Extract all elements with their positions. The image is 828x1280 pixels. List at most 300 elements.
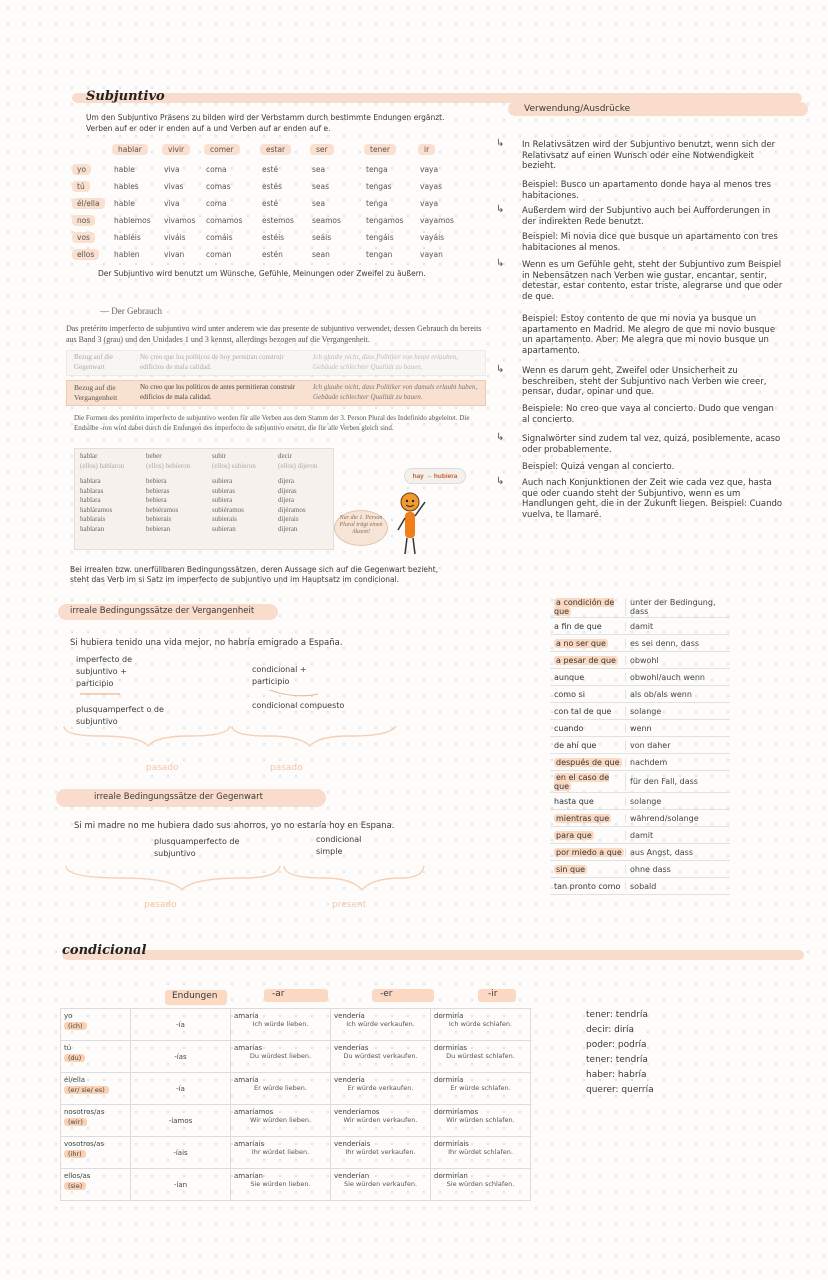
- condicional-form: amaríais: [234, 1140, 265, 1148]
- irregular-verb: poder: podría: [586, 1040, 647, 1050]
- subjuntivo-intro-2: Verben auf er oder ir enden auf a und Verben auf ar enden auf e.: [86, 124, 331, 133]
- verb-form: vaya: [420, 199, 439, 208]
- condicional-form-cell: [231, 1137, 331, 1169]
- expression-de: ohne dass: [630, 864, 671, 874]
- condicional-ending: -íamos: [131, 1105, 231, 1137]
- imperfecto-column: [80, 452, 142, 534]
- verb-form: viva: [164, 165, 180, 174]
- condicional-person: [61, 1137, 131, 1169]
- condicional-translation: Wir würden verkaufen.: [343, 1116, 418, 1124]
- verwendung-item: Signalwörter sind zudem tal vez, quizá, posiblemente, acaso oder probablemente.: [522, 434, 781, 455]
- condicional-form-cell: [431, 1041, 531, 1073]
- condicional-form: amaríamos: [234, 1108, 274, 1116]
- imperfecto-stem: (ellos) subieron: [212, 461, 256, 470]
- verb-form: hable: [114, 199, 135, 208]
- subjuntivo-title: Subjuntivo: [86, 89, 165, 104]
- expression-row: [550, 635, 730, 652]
- cond-header-er: -er: [380, 989, 393, 999]
- condicional-form: dormirías: [434, 1044, 468, 1052]
- imperfecto-form: dijera: [278, 477, 294, 485]
- condicional-form-cell: [231, 1041, 331, 1073]
- condicional-form-cell: [331, 1073, 431, 1105]
- pronoun-label: él/ella: [72, 198, 105, 209]
- verb-form: tengáis: [366, 233, 394, 242]
- condicional-translation: Du würdest schlafen.: [446, 1052, 515, 1060]
- verb-form: viváis: [164, 233, 186, 242]
- expression-es-text: después de que: [556, 757, 620, 767]
- expression-es: [550, 882, 626, 891]
- verb-form: vayamos: [420, 216, 454, 225]
- pronoun-label: nos: [72, 215, 95, 226]
- irreal-present-note-2: condicional simple: [316, 835, 362, 856]
- expression-row: [550, 596, 730, 618]
- condicional-form: venderíamos: [334, 1108, 380, 1116]
- gebrauch-row2-de: Ich glaube nicht, dass Politiker von damals erlaubt haben, Gebäude schlechter Qualität zu bauen.: [313, 383, 478, 401]
- condicional-ending: -ía: [131, 1009, 231, 1041]
- imperfecto-form: hablaran: [80, 524, 105, 533]
- imperfecto-form: dijéramos: [278, 505, 306, 514]
- expression-es: [550, 831, 626, 840]
- condicional-translation: Sie würden schlafen.: [446, 1180, 515, 1188]
- imperfecto-column: [278, 452, 340, 534]
- irreal-present-label-1: pasado: [144, 900, 177, 910]
- condicional-person-tag: (wir): [64, 1118, 87, 1126]
- verb-form: vivas: [164, 182, 184, 191]
- imperfecto-form: subieran: [212, 524, 236, 533]
- irregular-verb: haber: habría: [586, 1070, 647, 1080]
- gebrauch-paragraph-2: Die Formen des pretérito imperfecto de subjuntivo werden für alle Verben aus dem Stamm der 3. Person Plural des Indefinido abgeleitet. Die Endsilbe -ron wird dabei durch die Endungen des imperfecto de subjuntivo ersetzt, die für alle Verben gleich sind.: [74, 414, 470, 432]
- condicional-form: dormiríamos: [434, 1108, 479, 1116]
- expression-row: [550, 771, 730, 793]
- expression-row: [550, 669, 730, 686]
- irreal-past-braces: [60, 690, 440, 750]
- arrow-icon: ↳: [496, 258, 505, 269]
- expression-es: [550, 758, 626, 767]
- expression-es: [550, 773, 626, 791]
- verb-form: estemos: [262, 216, 294, 225]
- condicional-row: [61, 1137, 531, 1169]
- condicional-row: [61, 1073, 531, 1105]
- imperfecto-infinitive: decir: [278, 452, 292, 460]
- condicional-translation: Er würde schlafen.: [450, 1084, 511, 1092]
- imperfecto-column: [146, 452, 208, 534]
- arrow-icon: ↳: [496, 432, 505, 443]
- verwendung-item: Außerdem wird der Subjuntivo auch bei Aufforderungen in der indirekten Rede benutzt.: [522, 206, 771, 227]
- pronoun-label: tú: [72, 181, 90, 192]
- verb-form: vayan: [420, 250, 443, 259]
- verb-form: esté: [262, 165, 279, 174]
- condicional-translation: Sie würden verkaufen.: [343, 1180, 418, 1188]
- condicional-person: [61, 1073, 131, 1105]
- condicional-form: venderías: [334, 1044, 369, 1052]
- condicional-form-cell: [431, 1073, 531, 1105]
- verwendung-item: Wenn es darum geht, Zweifel oder Unsicherheit zu beschreiben, steht der Subjuntivo nach Verben wie creer, pensar, dudar, opinar und que.: [522, 366, 767, 398]
- irregular-verb: querer: querría: [586, 1085, 654, 1095]
- expression-es-text: con tal de que: [554, 706, 612, 716]
- gebrauch-row2-es: No creo que los políticos de antes permitieran construir edificios de mala calidad.: [140, 383, 296, 401]
- expression-es: [550, 865, 626, 874]
- verb-header: hablar: [112, 144, 148, 155]
- condicional-form-cell: [331, 1009, 431, 1041]
- irreal-past-note-3: condicional + participio: [252, 665, 307, 686]
- condicional-form-cell: [231, 1073, 331, 1105]
- verwendung-item: Beispiel: Busco un apartamento donde haya al menos tres habitaciones.: [522, 180, 772, 201]
- verwendung-item: Beispiel: Estoy contento de que mi novia ya busque un apartamento en Madrid. Me alegro de que mi novio busque un apartamento. Aber: Me alegra que mi novio busque un apartamento.: [522, 314, 776, 356]
- irreal-past-label-1: pasado: [146, 763, 179, 773]
- gebrauch-row1-de: Ich glaube nicht, dass Politiker von heute erlauben, Gebäude schlechter Qualität zu bauen.: [313, 353, 458, 371]
- irreal-past-sentence: Si hubiera tenido una vida mejor, no habría emigrado a España.: [70, 638, 343, 648]
- verwendung-item: Beispiel: Mi novia dice que busque un apartamento con tres habitaciones al menos.: [522, 232, 778, 253]
- condicional-title-bar: [62, 950, 804, 960]
- expression-row: [550, 793, 730, 810]
- condicional-table: [60, 1008, 531, 1201]
- gebrauch-row1-label: Bezug auf die Gegenwart: [74, 353, 113, 371]
- condicional-translation: Sie würden lieben.: [250, 1180, 311, 1188]
- condicional-form: dormirían: [434, 1172, 468, 1180]
- expression-row: [550, 844, 730, 861]
- irregular-verb: tener: tendría: [586, 1055, 648, 1065]
- irreal-past-label-2: pasado: [270, 763, 303, 773]
- expression-es: [550, 848, 626, 857]
- irreal-present-label-2: present: [332, 900, 367, 910]
- pronoun-label: vos: [72, 232, 95, 243]
- expression-es-text: de ahí que: [554, 740, 597, 750]
- imperfecto-form: subiera: [212, 496, 233, 504]
- imperfecto-stem: (ellos) bebieron: [146, 461, 191, 470]
- verb-form: coman: [206, 250, 232, 259]
- verb-form: hables: [114, 182, 139, 191]
- imperfecto-form: bebiéramos: [146, 505, 179, 514]
- expression-row: [550, 703, 730, 720]
- condicional-translation: Ich würde schlafen.: [448, 1020, 513, 1028]
- condicional-form-cell: [231, 1105, 331, 1137]
- irregular-verb: decir: diría: [586, 1025, 635, 1035]
- irreal-present-title: irreale Bedingungssätze der Gegenwart: [94, 792, 263, 802]
- verb-form: sea: [312, 199, 326, 208]
- condicional-person: [61, 1105, 131, 1137]
- condicional-person-tag: (du): [64, 1054, 85, 1062]
- imperfecto-form: hablara: [80, 496, 101, 504]
- condicional-form: dormiríais: [434, 1140, 469, 1148]
- condicional-pronoun: yo: [64, 1012, 73, 1020]
- condicional-form: venderían: [334, 1172, 370, 1180]
- condicional-form-cell: [231, 1169, 331, 1201]
- condicional-form: amaría: [234, 1012, 259, 1020]
- condicional-form-cell: [331, 1169, 431, 1201]
- imperfecto-form: subieras: [212, 486, 235, 495]
- expression-de: sobald: [630, 881, 657, 891]
- imperfecto-form: dijerais: [278, 515, 299, 523]
- cond-header-ar: -ar: [272, 989, 285, 999]
- subjuntivo-usage-note: Der Subjuntivo wird benutzt um Wünsche, Gefühle, Meinungen oder Zweifel zu äußern.: [98, 269, 426, 278]
- expression-es: [550, 724, 626, 733]
- expression-es-text: a no ser que: [556, 638, 606, 648]
- expression-es: [550, 639, 626, 648]
- verb-form: comamos: [206, 216, 243, 225]
- condicional-row: [61, 1105, 531, 1137]
- cond-header-ir: -ir: [488, 989, 498, 999]
- pronoun-label: yo: [72, 164, 91, 175]
- verb-form: habléis: [114, 233, 141, 242]
- irreal-past-note-1: imperfecto de subjuntivo + participio: [76, 655, 133, 688]
- expression-de: während/solange: [630, 813, 699, 823]
- expression-row: [550, 720, 730, 737]
- expression-es: [550, 673, 626, 682]
- expression-de: damit: [630, 621, 654, 631]
- irreal-intro: Bei irrealen bzw. unerfüllbaren Bedingungssätzen, deren Aussage sich auf die Gegenwart bezieht, steht das Verb im si Satz im imperfecto de subjuntivo und im Hauptsatz im condicional.: [70, 565, 439, 584]
- verb-form: tengamos: [366, 216, 404, 225]
- condicional-translation: Ihr würdet lieben.: [251, 1148, 310, 1156]
- condicional-row: [61, 1009, 531, 1041]
- expression-es-text: a condición de que: [554, 597, 615, 616]
- expression-es-text: como si: [554, 689, 585, 699]
- condicional-translation: Wir würden schlafen.: [446, 1116, 515, 1124]
- condicional-ending: -íais: [131, 1137, 231, 1169]
- irreal-past-title: irreale Bedingungssätze der Vergangenheit: [70, 606, 255, 616]
- condicional-pronoun: él/ella: [64, 1076, 86, 1084]
- verwendung-item: Wenn es um Gefühle geht, steht der Subjuntivo zum Beispiel in Nebensätzen nach Verben wie gustar, encantar, sentir, detestar, estar contento, estar triste, alegrarse und que oder de que.: [522, 260, 783, 302]
- imperfecto-form: hablaras: [80, 486, 104, 495]
- verb-form: vaya: [420, 165, 439, 174]
- condicional-translation: Er würde lieben.: [254, 1084, 307, 1092]
- stick-figure-illustration: [392, 490, 432, 560]
- irreal-past-note-4: condicional compuesto: [252, 701, 345, 710]
- hubiera-bubble: [404, 468, 466, 484]
- imperfecto-form: dijeran: [278, 524, 298, 533]
- verb-form: tengan: [366, 250, 393, 259]
- expression-de: von daher: [630, 740, 671, 750]
- expression-de: aus Angst, dass: [630, 847, 694, 857]
- expression-es-text: aunque: [554, 672, 585, 682]
- expression-row: [550, 754, 730, 771]
- imperfecto-stem: (ellos) hablaron: [80, 461, 125, 470]
- expression-de: solange: [630, 706, 662, 716]
- expression-de: wenn: [630, 723, 652, 733]
- expression-de: damit: [630, 830, 654, 840]
- expression-de: nachdem: [630, 757, 668, 767]
- condicional-translation: Du würdest verkaufen.: [343, 1052, 418, 1060]
- condicional-form: amaría: [234, 1076, 259, 1084]
- imperfecto-column: [212, 452, 274, 534]
- expression-de: als ob/als wenn: [630, 689, 692, 699]
- expression-es: [550, 707, 626, 716]
- condicional-person: [61, 1009, 131, 1041]
- expression-es-text: para que: [556, 830, 592, 840]
- gebrauch-row1-es: No creo que los políticos de hoy permitan construir edificios de mala calidad.: [140, 353, 284, 371]
- condicional-form-cell: [431, 1169, 531, 1201]
- expression-row: [550, 861, 730, 878]
- irreal-present-note-1: plusquamperfecto de subjuntivo: [154, 837, 240, 858]
- imperfecto-stem: (ellos) dijeron: [278, 461, 318, 470]
- verb-form: comáis: [206, 233, 233, 242]
- condicional-person-tag: (sie): [64, 1182, 86, 1190]
- imperfecto-form: subiera: [212, 477, 233, 485]
- expression-de: obwohl/auch wenn: [630, 672, 705, 682]
- verb-form: hablemos: [114, 216, 151, 225]
- verb-header: ser: [310, 144, 334, 155]
- expression-es-text: cuando: [554, 723, 584, 733]
- verb-form: coma: [206, 165, 227, 174]
- imperfecto-form: hablarais: [80, 515, 106, 523]
- condicional-form: dormiría: [434, 1012, 464, 1020]
- imperfecto-form: bebieran: [146, 524, 171, 533]
- condicional-translation: Du würdest lieben.: [249, 1052, 312, 1060]
- verb-header: estar: [260, 144, 291, 155]
- accent-note-badge: [334, 510, 388, 546]
- gebrauch-paragraph-1: Das pretérito imperfecto de subjuntivo wird unter anderem wie das presente de subjuntivo verwendet, dessen Gebrauch du bereits aus Band 3 (grau) und den Unidades 1 und 3 kennst, allerdings bezogen auf die Vergangenheit.: [66, 324, 482, 344]
- verb-form: coma: [206, 199, 227, 208]
- verb-form: seamos: [312, 216, 341, 225]
- condicional-person: [61, 1169, 131, 1201]
- subjuntivo-intro-1: Um den Subjuntivo Präsens zu bilden wird der Verbstamm durch bestimmte Endungen ergänzt.: [86, 113, 445, 122]
- expression-es-text: por miedo a que: [556, 847, 622, 857]
- expression-es-text: hasta que: [554, 796, 594, 806]
- verwendung-title: Verwendung/Ausdrücke: [524, 104, 631, 114]
- expression-de: für den Fall, dass: [630, 777, 698, 786]
- expression-row: [550, 737, 730, 754]
- condicional-form: vendería: [334, 1012, 365, 1020]
- expression-row: [550, 878, 730, 895]
- condicional-person-tag: (ich): [64, 1022, 87, 1030]
- gebrauch-row2-label: Bezug auf die Vergangenheit: [74, 383, 118, 402]
- condicional-translation: Ich würde verkaufen.: [346, 1020, 415, 1028]
- expression-es-text: a fin de que: [554, 621, 602, 631]
- condicional-translation: Ihr würdet schlafen.: [448, 1148, 513, 1156]
- expression-es: [550, 656, 626, 665]
- expression-de: solange: [630, 796, 662, 806]
- condicional-form-cell: [231, 1009, 331, 1041]
- expression-row: [550, 686, 730, 703]
- condicional-form-cell: [431, 1009, 531, 1041]
- expression-de: es sei denn, dass: [630, 638, 700, 648]
- expression-de: unter der Bedingung, dass: [630, 597, 716, 616]
- verb-form: tenga: [366, 199, 388, 208]
- irreal-present-sentence: Si mi madre no me hubiera dado sus ahorros, yo no estaría hoy en Espana.: [74, 821, 395, 831]
- verb-form: viva: [164, 199, 180, 208]
- expression-de: obwohl: [630, 655, 659, 665]
- imperfecto-infinitive: hablar: [80, 452, 98, 460]
- condicional-form-cell: [431, 1105, 531, 1137]
- expression-es: [550, 741, 626, 750]
- imperfecto-form: bebiera: [146, 496, 167, 504]
- condicional-person-tag: (er/ sie/ es): [64, 1086, 109, 1094]
- expression-es: [550, 690, 626, 699]
- condicional-title: condicional: [62, 943, 147, 958]
- condicional-form-cell: [331, 1041, 431, 1073]
- condicional-form: amarías: [234, 1044, 263, 1052]
- accent-note-text: Nur die 1. Person Plural trägt einen Akzent!: [339, 515, 383, 535]
- condicional-form-cell: [331, 1137, 431, 1169]
- verb-header: ir: [418, 144, 435, 155]
- verb-form: seas: [312, 182, 330, 191]
- verb-header: tener: [364, 144, 396, 155]
- imperfecto-form: bebierais: [146, 515, 172, 523]
- expression-es-text: mientras que: [556, 813, 610, 823]
- condicional-row: [61, 1169, 531, 1201]
- arrow-icon: ↳: [496, 138, 505, 149]
- pronoun-label: ellos: [72, 249, 99, 260]
- expression-row: [550, 618, 730, 635]
- condicional-person: [61, 1041, 131, 1073]
- expression-es: [550, 814, 626, 823]
- expression-es: [550, 598, 626, 616]
- condicional-ending: -ían: [131, 1169, 231, 1201]
- expression-es-text: a pesar de que: [556, 655, 616, 665]
- irreal-present-braces: [62, 862, 442, 896]
- condicional-person-tag: (ihr): [64, 1150, 86, 1158]
- verb-form: sean: [312, 250, 330, 259]
- imperfecto-form: subierais: [212, 515, 237, 523]
- verb-form: tengas: [366, 182, 392, 191]
- verb-header: vivir: [162, 144, 190, 155]
- expression-row: [550, 810, 730, 827]
- condicional-ending: -ía: [131, 1073, 231, 1105]
- verb-form: estéis: [262, 233, 285, 242]
- condicional-form: dormiría: [434, 1076, 464, 1084]
- expression-es-text: tan pronto como: [554, 881, 621, 891]
- verb-form: estén: [262, 250, 283, 259]
- condicional-form: amarían: [234, 1172, 263, 1180]
- condicional-form-cell: [431, 1137, 531, 1169]
- verb-form: esté: [262, 199, 279, 208]
- hubiera-bubble-text: hay → hubiera: [412, 473, 458, 480]
- condicional-form: venderíais: [334, 1140, 371, 1148]
- imperfecto-form: bebiera: [146, 477, 167, 485]
- condicional-ending: -ías: [131, 1041, 231, 1073]
- imperfecto-form: dijeras: [278, 486, 297, 495]
- condicional-translation: Ihr würdet verkaufen.: [345, 1148, 416, 1156]
- condicional-pronoun: vosotros/as: [64, 1140, 105, 1148]
- verwendung-item: Beispiel: Quizá vengan al concierto.: [522, 462, 675, 472]
- arrow-icon: ↳: [496, 476, 505, 487]
- condicional-pronoun: tú: [64, 1044, 72, 1052]
- irregular-verb: tener: tendría: [586, 1010, 648, 1020]
- expression-row: [550, 827, 730, 844]
- imperfecto-form: hablara: [80, 477, 101, 485]
- verb-form: vayáis: [420, 233, 445, 242]
- condicional-form: vendería: [334, 1076, 365, 1084]
- condicional-form-cell: [331, 1105, 431, 1137]
- verwendung-item: In Relativsätzen wird der Subjuntivo benutzt, wenn sich der Relativsatz auf einen Wunsch oder eine Notwendigkeit bezieht.: [522, 140, 776, 172]
- irreal-past-note-2: plusquamperfect o de subjuntivo: [76, 705, 164, 726]
- verwendung-item: Beispiele: No creo que vaya al concierto. Dudo que vengan al concierto.: [522, 404, 774, 425]
- verb-form: estés: [262, 182, 282, 191]
- condicional-translation: Ich würde lieben.: [252, 1020, 309, 1028]
- verb-form: seáis: [312, 233, 332, 242]
- verb-header: comer: [204, 144, 240, 155]
- verb-form: comas: [206, 182, 231, 191]
- arrow-icon: ↳: [496, 364, 505, 375]
- verb-form: vivan: [164, 250, 185, 259]
- expression-es-text: en el caso de que: [554, 772, 610, 791]
- verb-form: hablen: [114, 250, 140, 259]
- verb-form: vivamos: [164, 216, 196, 225]
- expression-es: [550, 622, 626, 631]
- verb-form: tenga: [366, 165, 388, 174]
- imperfecto-infinitive: beber: [146, 452, 162, 460]
- verwendung-item: Auch nach Konjunktionen der Zeit wie cada vez que, hasta que oder cuando steht der Subjuntivo, wenn es um Handlungen geht, die in der Zukunft liegen. Beispiel: Cuando vuelva, te llamaré.: [522, 478, 783, 520]
- condicional-row: [61, 1041, 531, 1073]
- condicional-pronoun: nosotros/as: [64, 1108, 105, 1116]
- gebrauch-heading: — Der Gebrauch: [100, 306, 162, 316]
- imperfecto-form: bebieras: [146, 486, 170, 495]
- condicional-translation: Wir würden lieben.: [249, 1116, 312, 1124]
- imperfecto-form: dijera: [278, 496, 294, 504]
- condicional-pronoun: ellos/as: [64, 1172, 91, 1180]
- verb-form: vayas: [420, 182, 442, 191]
- cond-header-endungen: Endungen: [172, 991, 218, 1001]
- arrow-icon: ↳: [496, 204, 505, 215]
